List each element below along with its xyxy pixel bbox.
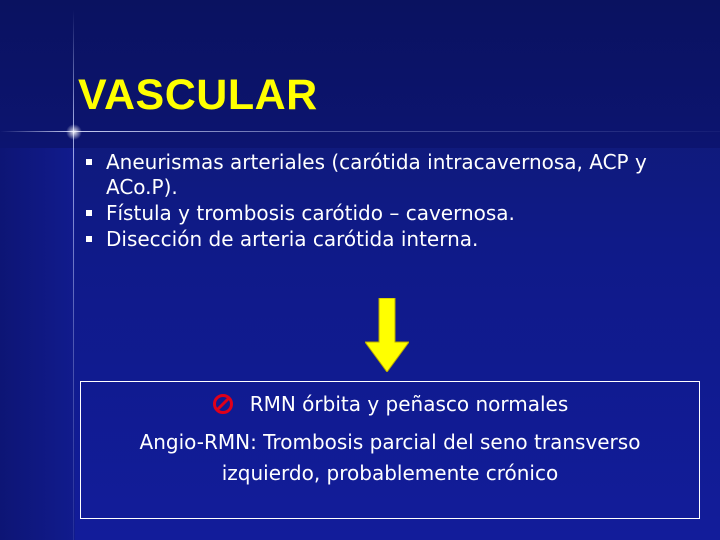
square-bullet-icon xyxy=(86,159,92,165)
bullet-item xyxy=(86,227,686,252)
square-bullet-icon xyxy=(86,236,92,242)
horizontal-rule xyxy=(0,131,720,132)
vertical-rule xyxy=(73,10,74,540)
result-line-1 xyxy=(81,392,699,416)
result-text-3: izquierdo, probablemente crónico xyxy=(221,461,559,485)
bullet-item xyxy=(86,201,686,226)
result-text-1: RMN órbita y peñasco normales xyxy=(249,392,569,416)
bullet-list xyxy=(86,150,686,253)
bullet-text: Fístula y trombosis carótido – cavernosa. xyxy=(106,201,515,225)
down-arrow-icon xyxy=(365,298,409,372)
left-band xyxy=(0,148,75,540)
prohibition-icon xyxy=(212,393,234,415)
bullet-text: Disección de arteria carótida interna. xyxy=(106,227,479,251)
slide-title: VASCULAR xyxy=(78,71,318,119)
result-box xyxy=(80,381,700,519)
bullet-item xyxy=(86,150,686,200)
square-bullet-icon xyxy=(86,210,92,216)
bullet-text: Aneurismas arteriales (carótida intracavernosa, ACP y ACo.P). xyxy=(106,150,647,199)
rule-intersection-glow xyxy=(66,124,82,140)
result-text-2: Angio-RMN: Trombosis parcial del seno transverso xyxy=(139,430,641,454)
